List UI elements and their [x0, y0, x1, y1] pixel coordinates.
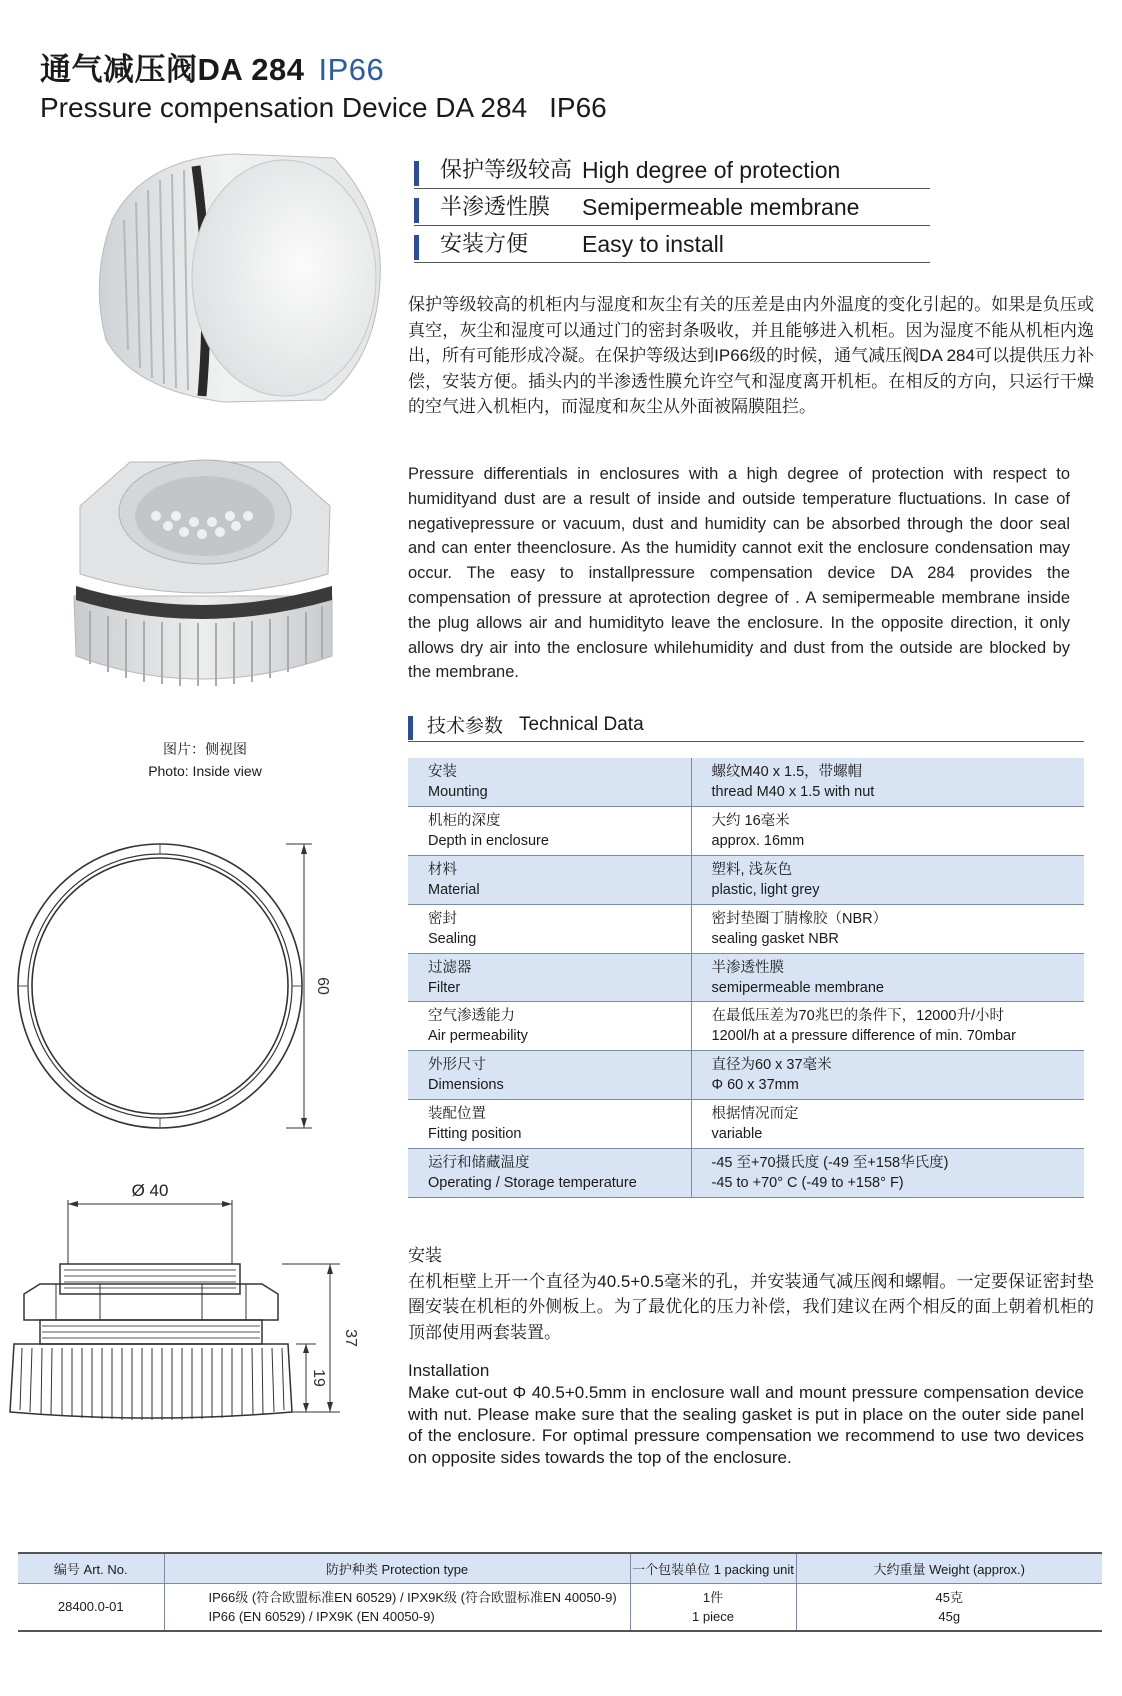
- technical-heading-en: Technical Data: [519, 713, 644, 735]
- spec-key-en: Air permeability: [428, 1028, 528, 1045]
- product-photo-inside: [60, 446, 350, 696]
- spec-key-cn: 空气渗透能力: [428, 1008, 515, 1025]
- col-art-no: 编号 Art. No.: [18, 1553, 164, 1583]
- spec-key: [408, 1051, 691, 1100]
- table-row: [408, 1002, 1084, 1051]
- spec-value: [691, 856, 1084, 905]
- technical-heading-cn: 技术参数: [427, 716, 504, 737]
- spec-key: [408, 1148, 691, 1197]
- spec-value-cn: 塑料, 浅灰色: [711, 861, 793, 878]
- spec-value: [691, 1100, 1084, 1149]
- dim-60-label: 60: [314, 977, 331, 995]
- photo-caption: [110, 738, 300, 782]
- table-row: [408, 953, 1084, 1002]
- spec-key-cn: 运行和储藏温度: [428, 1154, 530, 1171]
- description-en: Pressure differentials in enclosures with a high degree of protection with respect to humidityand dust are a result of inside and outside temperature fluctuations. In case of negativepressure or vacuum, dust and humidity can be absorbed through the door seal and can enter theenclosure. As the humidity cannot exit the enclosure condensation may occur. The easy to installpressure compensation device DA 284 provides the compensation of pressure at aprotection degree of . A semipermeable membrane inside the plug allows air and humidityto leave the enclosure. In the opposite direction, it only allows dry air into the enclosure whilehumidity and dust from the outside are blocked by the membrane.: [408, 465, 1070, 682]
- photo-caption-en: Photo: Inside view: [148, 763, 262, 779]
- table-row: [408, 1148, 1084, 1197]
- page-title-cn: [40, 44, 384, 89]
- spec-value: [691, 1051, 1084, 1100]
- product-photo-side: [84, 150, 384, 410]
- spec-key: [408, 1100, 691, 1149]
- spec-key-cn: 装配位置: [428, 1105, 486, 1122]
- title-en-text: Pressure compensation Device DA 284: [40, 92, 528, 123]
- spec-key-en: Depth in enclosure: [428, 833, 549, 850]
- spec-value: [691, 953, 1084, 1002]
- spec-key-cn: 密封: [428, 910, 457, 927]
- dim-37-label: 37: [342, 1329, 359, 1347]
- technical-data-heading: [408, 708, 1084, 742]
- order-table-header: [18, 1553, 1102, 1583]
- col-packing-unit: 一个包装单位 1 packing unit: [630, 1553, 796, 1583]
- spec-value-cn: 直径为60 x 37毫米: [711, 1057, 832, 1074]
- spec-value: [691, 904, 1084, 953]
- spec-key-en: Material: [428, 881, 480, 898]
- spec-value-en: -45 to +70° C (-49 to +158° F): [711, 1174, 904, 1191]
- spec-key-cn: 外形尺寸: [428, 1057, 486, 1074]
- cell-art-no: 28400.0-01: [18, 1583, 164, 1631]
- feature-cn: 安装方便: [440, 231, 529, 256]
- spec-value-en: sealing gasket NBR: [711, 930, 839, 947]
- spec-key-en: Mounting: [428, 784, 488, 801]
- installation-cn: [408, 1243, 1094, 1345]
- feature-en: High degree of protection: [582, 157, 841, 183]
- cell-protection: [164, 1583, 630, 1631]
- spec-key: [408, 856, 691, 905]
- spec-value-cn: 根据情况而定: [711, 1105, 799, 1122]
- spec-value-en: 1200l/h at a pressure difference of min. 70mbar: [711, 1028, 1016, 1045]
- feature-item: [414, 152, 930, 189]
- spec-value: [691, 1148, 1084, 1197]
- spec-key-en: Sealing: [428, 930, 477, 947]
- spec-key-cn: 过滤器: [428, 959, 472, 976]
- title-en-ip: IP66: [549, 92, 607, 123]
- feature-cn: 保护等级较高: [440, 157, 573, 182]
- installation-heading-en: Installation: [408, 1361, 490, 1380]
- spec-value-en: Φ 60 x 37mm: [711, 1077, 799, 1094]
- dim-40-label: Ø 40: [131, 1181, 169, 1200]
- installation-en: [408, 1360, 1084, 1469]
- installation-text-cn: 在机柜壁上开一个直径为40.5+0.5毫米的孔，并安装通气减压阀和螺帽。一定要保证密封垫圈安装在机柜的外侧板上。为了最优化的压力补偿，我们建议在两个相反的面上朝着机柜的顶部使用两套装置。: [408, 1271, 1094, 1342]
- table-row: [408, 1100, 1084, 1149]
- col-weight: 大约重量 Weight (approx.): [796, 1553, 1102, 1583]
- unit-en: 1 piece: [692, 1608, 734, 1624]
- title-ip-rating: IP66: [318, 52, 385, 87]
- title-cn-text: 通气减压阀DA 284: [40, 52, 305, 87]
- protection-cn: IP66级 (符合欧盟标准EN 60529) / IPX9K级 (符合欧盟标准EN 40050-9): [208, 1589, 617, 1605]
- heading-bullet-bar: [408, 716, 413, 740]
- feature-item: [414, 189, 930, 226]
- spec-key-cn: 安装: [428, 764, 457, 781]
- installation-heading-cn: 安装: [408, 1246, 442, 1265]
- spec-value-cn: 在最低压差为70兆巴的条件下，12000升/小时: [711, 1008, 1004, 1025]
- spec-value-en: approx. 16mm: [711, 833, 805, 850]
- spec-key: [408, 904, 691, 953]
- spec-value: [691, 1002, 1084, 1051]
- table-row: [408, 1051, 1084, 1100]
- spec-key-en: Fitting position: [428, 1125, 522, 1142]
- feature-en: Easy to install: [582, 231, 724, 257]
- drawing-side-view: [0, 1180, 370, 1430]
- feature-list: [414, 152, 930, 263]
- unit-cn: 1件: [702, 1589, 724, 1605]
- feature-bullet-bar: [414, 198, 419, 223]
- spec-key: [408, 758, 691, 807]
- drawing-top-view: [0, 838, 340, 1138]
- dim-19-label: 19: [310, 1369, 327, 1387]
- photo-caption-cn: 图片：侧视图: [163, 741, 247, 757]
- spec-value-en: variable: [711, 1125, 763, 1142]
- spec-value-en: semipermeable membrane: [711, 979, 884, 996]
- spec-key-en: Filter: [428, 979, 461, 996]
- spec-key-en: Dimensions: [428, 1077, 504, 1094]
- feature-en: Semipermeable membrane: [582, 194, 860, 220]
- feature-bullet-bar: [414, 235, 419, 260]
- cell-packing-unit: [630, 1583, 796, 1631]
- spec-value: [691, 758, 1084, 807]
- weight-cn: 45克: [935, 1589, 963, 1605]
- table-row: [18, 1583, 1102, 1631]
- spec-key: [408, 1002, 691, 1051]
- spec-value-cn: 螺纹M40 x 1.5，带螺帽: [711, 764, 863, 781]
- feature-item: [414, 226, 930, 263]
- spec-value-en: thread M40 x 1.5 with nut: [711, 784, 875, 801]
- spec-value-cn: 大约 16毫米: [711, 813, 790, 830]
- table-row: [408, 758, 1084, 807]
- feature-cn: 半渗透性膜: [440, 194, 551, 219]
- spec-value-cn: 密封垫圈丁腈橡胶（NBR）: [711, 910, 888, 927]
- col-protection: 防护种类 Protection type: [164, 1553, 630, 1583]
- table-row: [408, 856, 1084, 905]
- spec-value-cn: -45 至+70摄氏度 (-49 至+158华氏度): [711, 1154, 949, 1171]
- description-cn: 保护等级较高的机柜内与湿度和灰尘有关的压差是由内外温度的变化引起的。如果是负压或真空，灰尘和湿度可以通过门的密封条吸收，并且能够进入机柜。因为湿度不能从机柜内逸出，所有可能形成冷凝。在保护等级达到IP66级的时候，通气减压阀DA 284可以提供压力补偿，安装方便。插头内的半渗透性膜允许空气和湿度离开机柜。在相反的方向，只运行干燥的空气进入机柜内，而湿度和灰尘从外面被隔膜阻拦。: [408, 295, 1094, 416]
- spec-value-en: plastic, light grey: [711, 881, 820, 898]
- spec-key-cn: 机柜的深度: [428, 813, 501, 830]
- table-row: [408, 904, 1084, 953]
- installation-text-en: Make cut-out Φ 40.5+0.5mm in enclosure wall and mount pressure compensation device with nut. Please make sure that the sealing gasket is put in place on the outer side panel of the enclosure. For optimal pressure compensation we recommend to use two devices on opposite sides towards the top of the enclosure.: [408, 1382, 1084, 1468]
- spec-value: [691, 807, 1084, 856]
- spec-key-cn: 材料: [428, 861, 457, 878]
- order-table: [18, 1552, 1102, 1632]
- feature-bullet-bar: [414, 161, 419, 186]
- protection-en: IP66 (EN 60529) / IPX9K (EN 40050-9): [208, 1608, 435, 1624]
- spec-value-cn: 半渗透性膜: [711, 959, 784, 976]
- table-row: [408, 807, 1084, 856]
- spec-key: [408, 807, 691, 856]
- spec-key: [408, 953, 691, 1002]
- spec-key-en: Operating / Storage temperature: [428, 1174, 637, 1191]
- page-title-en: [40, 92, 607, 124]
- cell-weight: [796, 1583, 1102, 1631]
- technical-data-table: [408, 758, 1084, 1198]
- weight-en: 45g: [938, 1608, 961, 1624]
